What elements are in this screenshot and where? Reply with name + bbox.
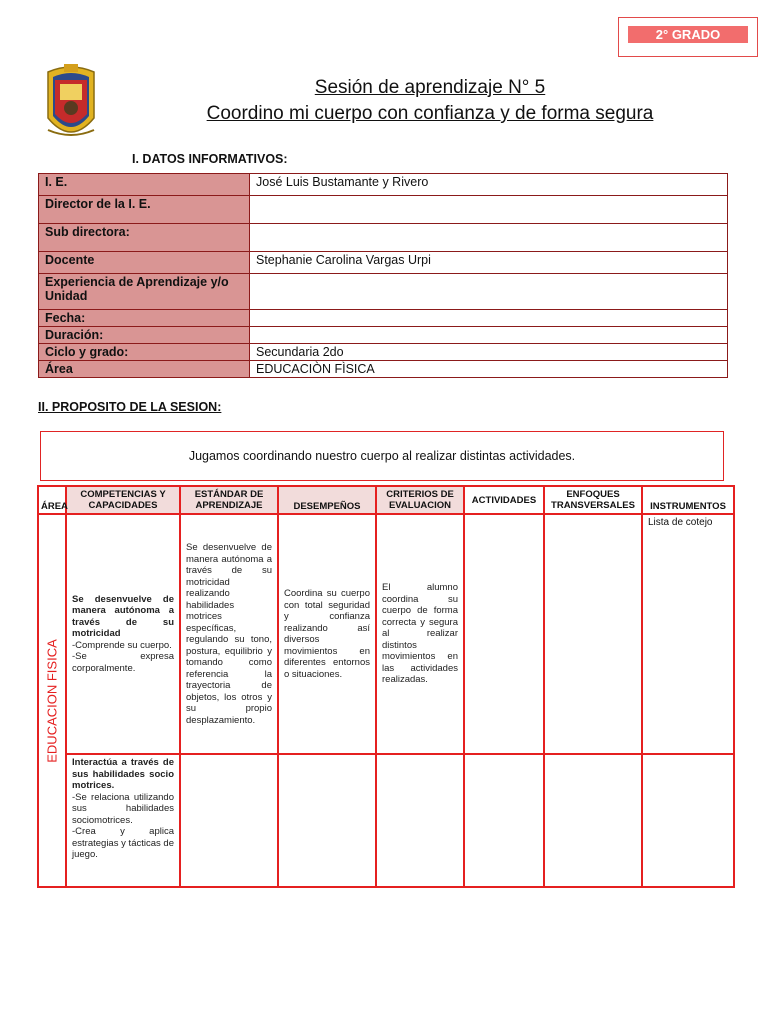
info-label: Sub directora: — [39, 224, 250, 252]
competencia-items: -Se relaciona utilizando sus habilidades sociomotrices. -Crea y aplica estrategias y tácticas de juego. — [72, 791, 174, 860]
plan-table — [37, 485, 735, 888]
enfoques-cell — [544, 754, 642, 887]
info-value: EDUCACIÒN FÌSICA — [250, 361, 728, 378]
info-label: Ciclo y grado: — [39, 344, 250, 361]
criterio-cell — [376, 514, 464, 754]
estandar-cell — [180, 514, 278, 754]
table-row — [38, 754, 734, 887]
table-row — [39, 310, 728, 327]
instrumento-text: Lista de cotejo — [648, 517, 713, 528]
competencia-title: Se desenvuelve de manera autónoma a través de su motricidad — [72, 593, 174, 640]
table-row — [39, 361, 728, 378]
info-value — [250, 224, 728, 252]
area-cell — [38, 514, 66, 887]
session-title: Sesión de aprendizaje N° 5 — [314, 77, 546, 98]
table-row — [39, 274, 728, 310]
info-value — [250, 327, 728, 344]
info-value: Secundaria 2do — [250, 344, 728, 361]
header-enfoques: ENFOQUES TRANSVERSALES — [544, 486, 642, 514]
area-name: EDUCACION FISICA — [44, 638, 60, 763]
actividades-cell — [464, 754, 544, 887]
header-instrumentos: INSTRUMENTOS — [642, 486, 734, 514]
desempeno-cell — [278, 514, 376, 754]
header-criterios: CRITERIOS DE EVALUACION — [376, 486, 464, 514]
info-value — [250, 310, 728, 327]
estandar-text: Se desenvuelve de manera autónoma a través de su motricidad realizando habilidades motrices específicas, regulando su tono, postura, equilibrio y tomando como referencia la trayectoria de objetos, los otros y su propio desplazamiento. — [186, 542, 272, 726]
table-row — [39, 327, 728, 344]
info-label: Fecha: — [39, 310, 250, 327]
grade-label: 2° GRADO — [628, 26, 748, 43]
desempeno-cell — [278, 754, 376, 887]
table-header-row — [38, 486, 734, 514]
header-actividades: ACTIVIDADES — [464, 486, 544, 514]
estandar-cell — [180, 754, 278, 887]
instrumento-cell — [642, 754, 734, 887]
table-row — [39, 196, 728, 224]
desempeno-text: Coordina su cuerpo con total seguridad y confianza realizando así diversos movimientos en diferentes entornos o situaciones. — [284, 588, 370, 680]
info-label: Director de la I. E. — [39, 196, 250, 224]
section-heading-proposito: II. PROPOSITO DE LA SESION: — [38, 400, 222, 414]
header-competencias: COMPETENCIAS Y CAPACIDADES — [66, 486, 180, 514]
info-label: Experiencia de Aprendizaje y/o Unidad — [39, 274, 250, 310]
criterio-cell — [376, 754, 464, 887]
competencia-cell — [66, 754, 180, 887]
info-table — [38, 173, 728, 378]
info-label: Área — [39, 361, 250, 378]
criterio-text: El alumno coordina su cuerpo de forma correcta y segura al realizar distintos movimientos en las actividades realizadas. — [382, 582, 458, 686]
competencia-title: Interactúa a través de sus habilidades socio motrices. — [72, 757, 174, 791]
info-value — [250, 274, 728, 310]
header-desempenos: DESEMPEÑOS — [278, 486, 376, 514]
info-value: Stephanie Carolina Vargas Urpi — [250, 252, 728, 274]
info-value: José Luis Bustamante y Rivero — [250, 174, 728, 196]
competencia-cell — [66, 514, 180, 754]
grade-box — [618, 17, 758, 57]
instrumento-cell — [642, 514, 734, 754]
section-heading-datos: I. DATOS INFORMATIVOS: — [132, 152, 288, 166]
table-row — [39, 344, 728, 361]
info-label: Docente — [39, 252, 250, 274]
competencia-items: -Comprende su cuerpo. -Se expresa corporalmente. — [72, 639, 174, 674]
table-row — [39, 174, 728, 196]
session-subtitle: Coordino mi cuerpo con confianza y de forma segura — [206, 103, 654, 124]
actividades-cell — [464, 514, 544, 754]
table-row — [39, 252, 728, 274]
enfoques-cell — [544, 514, 642, 754]
info-value — [250, 196, 728, 224]
info-label: Duración: — [39, 327, 250, 344]
header-area: ÁREA — [38, 486, 66, 514]
purpose-box: Jugamos coordinando nuestro cuerpo al realizar distintas actividades. — [40, 431, 724, 481]
header-estandar: ESTÁNDAR DE APRENDIZAJE — [180, 486, 278, 514]
table-row — [38, 514, 734, 754]
table-row — [39, 224, 728, 252]
info-label: I. E. — [39, 174, 250, 196]
university-seal-logo — [40, 60, 102, 152]
